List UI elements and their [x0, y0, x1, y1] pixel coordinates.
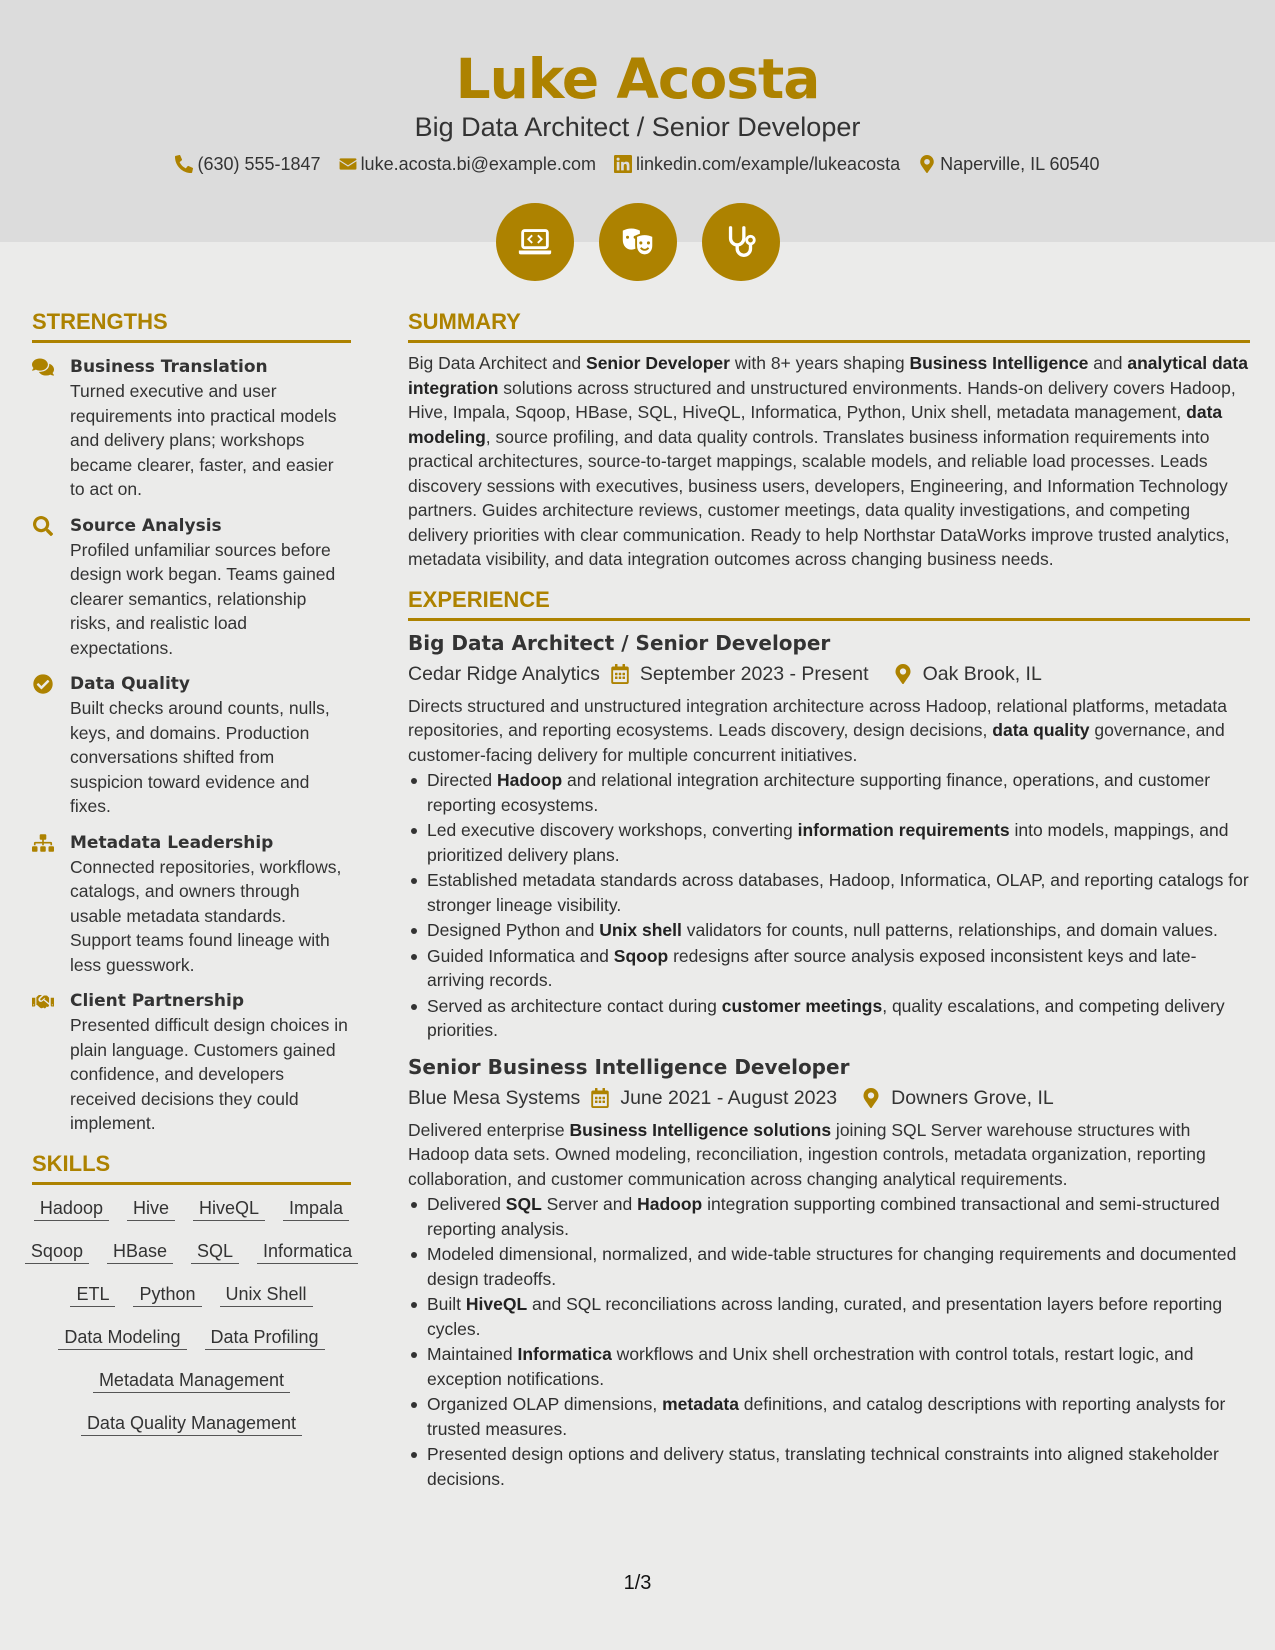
strengths-heading: STRENGTHS: [32, 308, 351, 343]
laptop-code-icon: [516, 223, 554, 261]
check-circle-icon: [32, 674, 54, 694]
skill-row: [32, 1197, 351, 1221]
contact-linkedin: [614, 152, 900, 176]
contact-location: [918, 152, 1099, 176]
job-location: Oak Brook, IL: [922, 662, 1042, 685]
skills-list: [32, 1197, 351, 1436]
calendar-icon: [590, 1088, 610, 1108]
job-entry: [408, 1053, 1250, 1492]
contact-phone: [175, 152, 320, 176]
masks-theater-icon: [619, 223, 657, 261]
phone-icon: [175, 155, 193, 173]
skill-tag: Unix Shell: [220, 1283, 313, 1307]
strength-name: Business Translation: [70, 357, 268, 377]
strength-item: [32, 989, 351, 1136]
job-meta: [408, 1083, 1250, 1113]
experience-heading: EXPERIENCE: [408, 586, 1250, 621]
skill-row: [32, 1326, 351, 1350]
badge-row: [0, 203, 1275, 281]
badge-stethoscope: [702, 203, 780, 281]
job-dates: September 2023 - Present: [639, 662, 869, 685]
skill-row: [32, 1240, 351, 1264]
skill-tag: Impala: [283, 1197, 349, 1221]
job-bullet: Organized OLAP dimensions, metadata definitions, and catalog descriptions with reporting analysts for trusted measures.: [408, 1392, 1250, 1441]
skill-tag: Sqoop: [25, 1240, 89, 1264]
skill-tag: Data Quality Management: [81, 1412, 302, 1436]
job-company: Blue Mesa Systems: [408, 1086, 581, 1109]
job-bullet: Delivered SQL Server and Hadoop integration supporting combined transactional and semi-structured reporting analysis.: [408, 1192, 1250, 1241]
job-bullet: Presented design options and delivery status, translating technical constraints into aligned stakeholder decisions.: [408, 1442, 1250, 1491]
job-company: Cedar Ridge Analytics: [408, 662, 600, 685]
job-bullet: Established metadata standards across databases, Hadoop, Informatica, OLAP, and reporting catalogs for stronger lineage visibility.: [408, 868, 1250, 917]
badge-laptop-code: [496, 203, 574, 281]
summary-text: Big Data Architect and Senior Developer with 8+ years shaping Business Intelligence and analytical data integration solutions across structured and unstructured environments. Hands-on delivery covers Hadoop, Hive, Impala, Sqoop, HBase, SQL, HiveQL, Informatica, Python, Unix shell, metadata management, data modeling, source profiling, and data quality controls. Translates business information requirements into practical architectures, source-to-target mappings, scalable models, and reliable load processes. Leads discovery sessions with executives, business users, developers, Engineering, and Information Technology partners. Guides architecture reviews, customer meetings, data quality investigations, and competing delivery priorities with clear communication. Ready to help Northstar DataWorks improve trusted analytics, metadata visibility, and data integration outcomes across changing business needs.: [408, 353, 1248, 569]
strength-desc: Presented difficult design choices in plain language. Customers gained confidence, and developers received decisions they could implement.: [70, 1015, 348, 1133]
skill-tag: HBase: [107, 1240, 173, 1264]
strength-desc: Connected repositories, workflows, catalogs, and owners through usable metadata standards. Support teams found lineage with less guesswork.: [70, 856, 342, 975]
left-column: [32, 308, 351, 1455]
job-bullet: Directed Hadoop and relational integration architecture supporting finance, operations, and customer reporting ecosystems.: [408, 768, 1250, 817]
job-dates: June 2021 - August 2023: [620, 1086, 838, 1109]
strength-name: Metadata Leadership: [70, 832, 274, 853]
skill-row: [32, 1283, 351, 1307]
job-bullet: Guided Informatica and Sqoop redesigns after source analysis exposed inconsistent keys and late-arriving records.: [408, 944, 1250, 993]
strength-name: Client Partnership: [70, 991, 245, 1011]
sitemap-icon: [32, 833, 54, 853]
strengths-list: [32, 355, 351, 1136]
job-bullet: Built HiveQL and SQL reconciliations across landing, curated, and presentation layers before reporting cycles.: [408, 1292, 1250, 1341]
skill-tag: Hive: [127, 1197, 175, 1221]
page-number: 1/3: [623, 1572, 652, 1594]
candidate-title: Big Data Architect / Senior Developer: [414, 112, 861, 142]
job-entry: [408, 629, 1250, 1043]
map-marker-icon: [918, 155, 936, 173]
email-text: luke.acosta.bi@example.com: [360, 154, 596, 174]
job-location: Downers Grove, IL: [891, 1086, 1054, 1109]
calendar-icon: [610, 664, 630, 684]
strength-item: [32, 355, 351, 502]
job-bullets: [408, 1192, 1250, 1491]
job-title: Big Data Architect / Senior Developer: [408, 630, 831, 655]
skill-tag: Python: [133, 1283, 201, 1307]
skill-tag: Informatica: [257, 1240, 358, 1264]
phone-text: (630) 555-1847: [197, 154, 321, 174]
summary-heading: SUMMARY: [408, 308, 1250, 343]
skills-heading: SKILLS: [32, 1150, 351, 1185]
strength-name: Data Quality: [70, 674, 190, 694]
stethoscope-icon: [722, 223, 760, 261]
linkedin-icon: [614, 155, 632, 173]
job-bullet: Modeled dimensional, normalized, and wide-table structures for changing requirements and documented design tradeoffs.: [408, 1242, 1250, 1291]
search-icon: [32, 516, 54, 536]
contact-bar: [0, 152, 1275, 176]
map-marker-icon: [861, 1088, 881, 1108]
linkedin-text: linkedin.com/example/lukeacosta: [635, 154, 901, 174]
contact-email: [339, 152, 596, 176]
strength-item: [32, 831, 351, 978]
strength-item: [32, 514, 351, 661]
job-bullet: Served as architecture contact during customer meetings, quality escalations, and competing delivery priorities.: [408, 994, 1250, 1043]
skill-row: [32, 1412, 351, 1436]
job-title: Senior Business Intelligence Developer: [408, 1054, 850, 1079]
strength-desc: Turned executive and user requirements into practical models and delivery plans; workshops became clearer, faster, and easier to act on.: [70, 381, 337, 499]
skill-tag: Data Profiling: [205, 1326, 325, 1350]
job-bullet: Led executive discovery workshops, converting information requirements into models, mappings, and prioritized delivery plans.: [408, 818, 1250, 867]
job-description: Directs structured and unstructured integration architecture across Hadoop, relational platforms, metadata repositories, and reporting ecosystems. Leads discovery, design decisions, data quality governance, and customer-facing delivery for multiple concurrent initiatives.: [408, 695, 1228, 765]
job-bullet: Designed Python and Unix shell validators for counts, null patterns, relationships, and domain values.: [408, 918, 1250, 943]
strength-item: [32, 672, 351, 819]
job-bullet: Maintained Informatica workflows and Unix shell orchestration with control totals, restart logic, and exception notifications.: [408, 1342, 1250, 1391]
job-meta: [408, 659, 1250, 689]
skill-row: [32, 1369, 351, 1393]
location-text: Naperville, IL 60540: [940, 154, 1100, 174]
strength-name: Source Analysis: [70, 515, 222, 536]
handshake-icon: [32, 991, 54, 1011]
right-column: [408, 308, 1250, 1492]
candidate-name: Luke Acosta: [455, 47, 820, 111]
strength-desc: Profiled unfamiliar sources before design work began. Teams gained clearer semantics, relationship risks, and realistic load expectations.: [70, 539, 336, 658]
skill-tag: ETL: [70, 1283, 115, 1307]
strength-desc: Built checks around counts, nulls, keys, and domains. Production conversations shifted from suspicion toward evidence and fixes.: [70, 698, 330, 816]
skill-tag: HiveQL: [193, 1197, 265, 1221]
comments-icon: [32, 357, 54, 377]
map-marker-icon: [893, 664, 913, 684]
envelope-icon: [339, 155, 357, 173]
skill-tag: Hadoop: [34, 1197, 109, 1221]
skill-tag: Data Modeling: [58, 1326, 186, 1350]
skill-tag: SQL: [191, 1240, 239, 1264]
job-bullets: [408, 768, 1250, 1043]
job-description: Delivered enterprise Business Intelligence solutions joining SQL Server warehouse structures with Hadoop data sets. Owned modeling, reconciliation, ingestion controls, metadata organization, reporting collaboration, and customer communication across changing analytical requirements.: [408, 1119, 1206, 1189]
badge-masks: [599, 203, 677, 281]
skill-tag: Metadata Management: [93, 1369, 290, 1393]
